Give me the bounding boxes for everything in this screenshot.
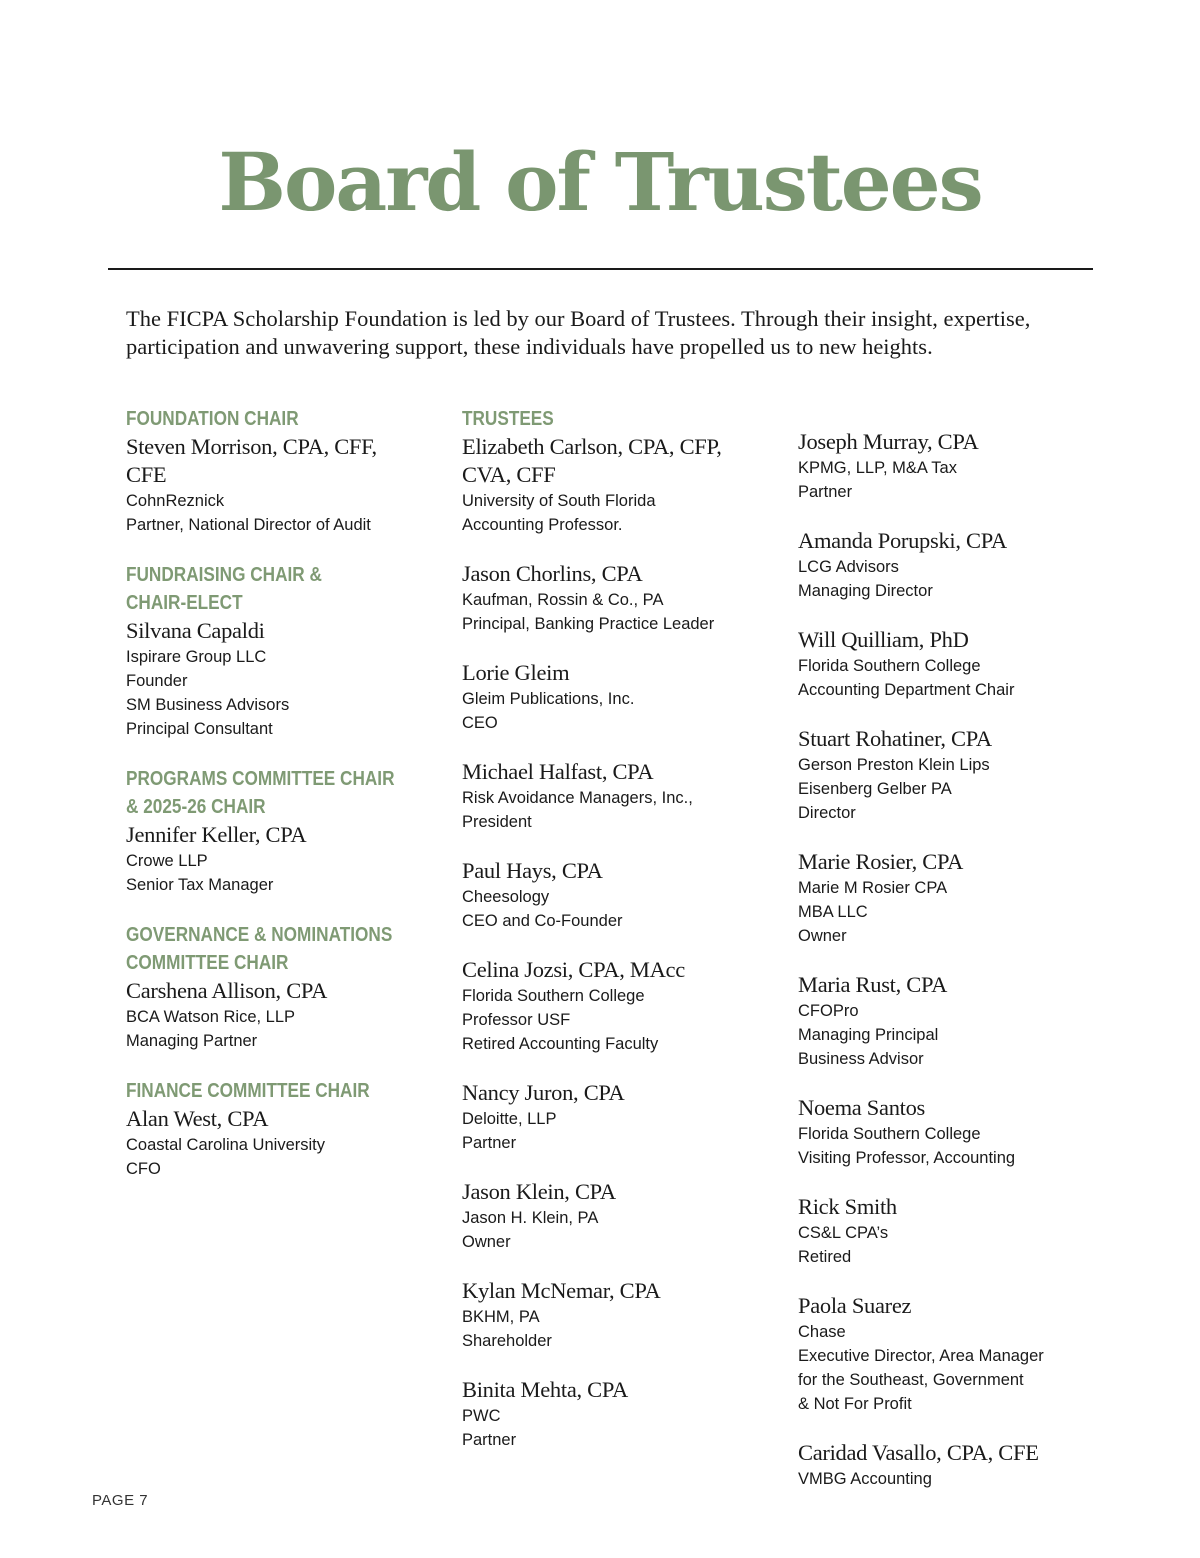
role-heading: FUNDRAISING CHAIR & — [126, 564, 322, 586]
member-detail: President — [462, 813, 532, 831]
member-name: Alan West, CPA — [126, 1106, 269, 1131]
member-detail: Director — [798, 804, 856, 822]
member-detail: Shareholder — [462, 1332, 552, 1350]
member-detail: BKHM, PA — [462, 1308, 540, 1326]
member-entry — [462, 560, 782, 636]
member-entry — [462, 956, 782, 1056]
member-detail: CFO — [126, 1160, 161, 1178]
member-entry — [798, 725, 1098, 825]
member-detail: Deloitte, LLP — [462, 1110, 557, 1128]
member-name: Amanda Porupski, CPA — [798, 528, 1007, 553]
member-name: Michael Halfast, CPA — [462, 759, 654, 784]
member-name: Rick Smith — [798, 1194, 897, 1219]
member-entry — [462, 857, 782, 933]
member-name: Nancy Juron, CPA — [462, 1080, 625, 1105]
member-detail: Jason H. Klein, PA — [462, 1209, 599, 1227]
member-detail: Partner — [798, 483, 853, 501]
member-entry — [126, 405, 446, 537]
member-name: Binita Mehta, CPA — [462, 1377, 628, 1402]
member-detail: Chase — [798, 1323, 846, 1341]
role-heading: PROGRAMS COMMITTEE CHAIR — [126, 768, 395, 790]
member-entry — [798, 626, 1098, 702]
member-entry — [798, 971, 1098, 1071]
member-entry — [798, 1094, 1098, 1170]
role-heading: GOVERNANCE & NOMINATIONS — [126, 924, 393, 946]
page-number: PAGE 7 — [92, 1492, 149, 1509]
member-detail: Eisenberg Gelber PA — [798, 780, 952, 798]
member-entry — [798, 1439, 1098, 1491]
role-heading: FINANCE COMMITTEE CHAIR — [126, 1080, 370, 1102]
member-detail: Florida Southern College — [798, 1125, 981, 1143]
member-name: Elizabeth Carlson, CPA, CFP, — [462, 434, 722, 459]
role-heading: COMMITTEE CHAIR — [126, 952, 289, 974]
member-detail: CohnReznick — [126, 492, 225, 510]
member-detail: Owner — [798, 927, 847, 945]
member-detail: Gleim Publications, Inc. — [462, 690, 635, 708]
member-name: Jennifer Keller, CPA — [126, 822, 307, 847]
member-detail: Crowe LLP — [126, 852, 208, 870]
member-detail: Managing Partner — [126, 1032, 258, 1050]
member-name: CVA, CFF — [462, 462, 556, 487]
member-name: Will Quilliam, PhD — [798, 627, 969, 652]
member-detail: Kaufman, Rossin & Co., PA — [462, 591, 664, 609]
member-detail: Risk Avoidance Managers, Inc., — [462, 789, 693, 807]
member-detail: Executive Director, Area Manager — [798, 1347, 1044, 1365]
member-detail: MBA LLC — [798, 903, 868, 921]
member-detail: CFOPro — [798, 1002, 859, 1020]
member-name: Steven Morrison, CPA, CFF, — [126, 434, 377, 459]
member-detail: CS&L CPA’s — [798, 1224, 889, 1242]
member-detail: & Not For Profit — [798, 1395, 912, 1413]
member-detail: CEO and Co-Founder — [462, 912, 623, 930]
member-entry — [462, 1178, 782, 1254]
member-entry — [126, 765, 446, 897]
member-entry — [798, 848, 1098, 948]
member-detail: Partner, National Director of Audit — [126, 516, 371, 534]
member-detail: Accounting Professor. — [462, 516, 623, 534]
member-detail: Florida Southern College — [462, 987, 645, 1005]
role-heading: CHAIR-ELECT — [126, 592, 243, 614]
member-entry — [126, 1077, 446, 1181]
member-detail: Founder — [126, 672, 188, 690]
member-entry — [798, 1292, 1098, 1416]
member-entry — [798, 428, 1098, 504]
member-detail: CEO — [462, 714, 498, 732]
member-entry — [462, 659, 782, 735]
member-entry — [126, 921, 446, 1053]
member-name: Stuart Rohatiner, CPA — [798, 726, 992, 751]
member-detail: Professor USF — [462, 1011, 571, 1029]
member-detail: Gerson Preston Klein Lips — [798, 756, 990, 774]
title-divider — [108, 268, 1093, 270]
member-detail: Principal, Banking Practice Leader — [462, 615, 715, 633]
member-name: Celina Jozsi, CPA, MAcc — [462, 957, 685, 982]
member-entry — [462, 405, 782, 537]
member-entry — [798, 1193, 1098, 1269]
member-detail: Principal Consultant — [126, 720, 273, 738]
trustees-column — [462, 405, 782, 1475]
member-name: Noema Santos — [798, 1095, 926, 1120]
member-detail: Partner — [462, 1431, 517, 1449]
member-detail: Senior Tax Manager — [126, 876, 274, 894]
member-entry — [462, 1079, 782, 1155]
role-heading: TRUSTEES — [462, 408, 554, 430]
member-detail: Cheesology — [462, 888, 550, 906]
member-entry — [462, 1277, 782, 1353]
member-detail: University of South Florida — [462, 492, 656, 510]
member-detail: Managing Director — [798, 582, 933, 600]
member-detail: Managing Principal — [798, 1026, 939, 1044]
member-detail: Marie M Rosier CPA — [798, 879, 948, 897]
member-detail: Partner — [462, 1134, 517, 1152]
role-heading: & 2025-26 CHAIR — [126, 796, 266, 818]
member-entry — [462, 1376, 782, 1452]
page-title: Board of Trustees — [218, 135, 982, 229]
member-detail: LCG Advisors — [798, 558, 899, 576]
member-name: Jason Chorlins, CPA — [462, 561, 643, 586]
member-name: Paul Hays, CPA — [462, 858, 603, 883]
member-entry — [798, 527, 1098, 603]
member-entry — [126, 561, 446, 741]
member-detail: Retired Accounting Faculty — [462, 1035, 659, 1053]
member-name: Caridad Vasallo, CPA, CFE — [798, 1440, 1039, 1465]
member-detail: Ispirare Group LLC — [126, 648, 267, 666]
member-detail: SM Business Advisors — [126, 696, 290, 714]
member-detail: PWC — [462, 1407, 501, 1425]
member-detail: Retired — [798, 1248, 852, 1266]
member-detail: Owner — [462, 1233, 511, 1251]
member-detail: Visiting Professor, Accounting — [798, 1149, 1016, 1167]
member-detail: KPMG, LLP, M&A Tax — [798, 459, 957, 477]
role-heading: FOUNDATION CHAIR — [126, 408, 299, 430]
member-detail: BCA Watson Rice, LLP — [126, 1008, 296, 1026]
member-name: Lorie Gleim — [462, 660, 570, 685]
member-name: Paola Suarez — [798, 1293, 912, 1318]
member-detail: VMBG Accounting — [798, 1470, 932, 1488]
member-detail: for the Southeast, Government — [798, 1371, 1024, 1389]
intro-paragraph: The FICPA Scholarship Foundation is led by our Board of Trustees. Through their insight, expertise, participation and unwavering support, these individuals have propelled us to new heights. — [126, 306, 1031, 359]
member-detail: Business Advisor — [798, 1050, 924, 1068]
member-detail: Coastal Carolina University — [126, 1136, 325, 1154]
leadership-column — [126, 405, 446, 1205]
member-name: Marie Rosier, CPA — [798, 849, 964, 874]
member-name: Carshena Allison, CPA — [126, 978, 328, 1003]
member-name: Silvana Capaldi — [126, 618, 265, 643]
member-name: Kylan McNemar, CPA — [462, 1278, 661, 1303]
member-detail: Florida Southern College — [798, 657, 981, 675]
member-entry — [462, 758, 782, 834]
trustees-column-continued — [798, 428, 1098, 1514]
member-detail: Accounting Department Chair — [798, 681, 1015, 699]
member-name: Jason Klein, CPA — [462, 1179, 616, 1204]
member-name: Maria Rust, CPA — [798, 972, 948, 997]
member-name: CFE — [126, 462, 167, 487]
member-name: Joseph Murray, CPA — [798, 429, 979, 454]
